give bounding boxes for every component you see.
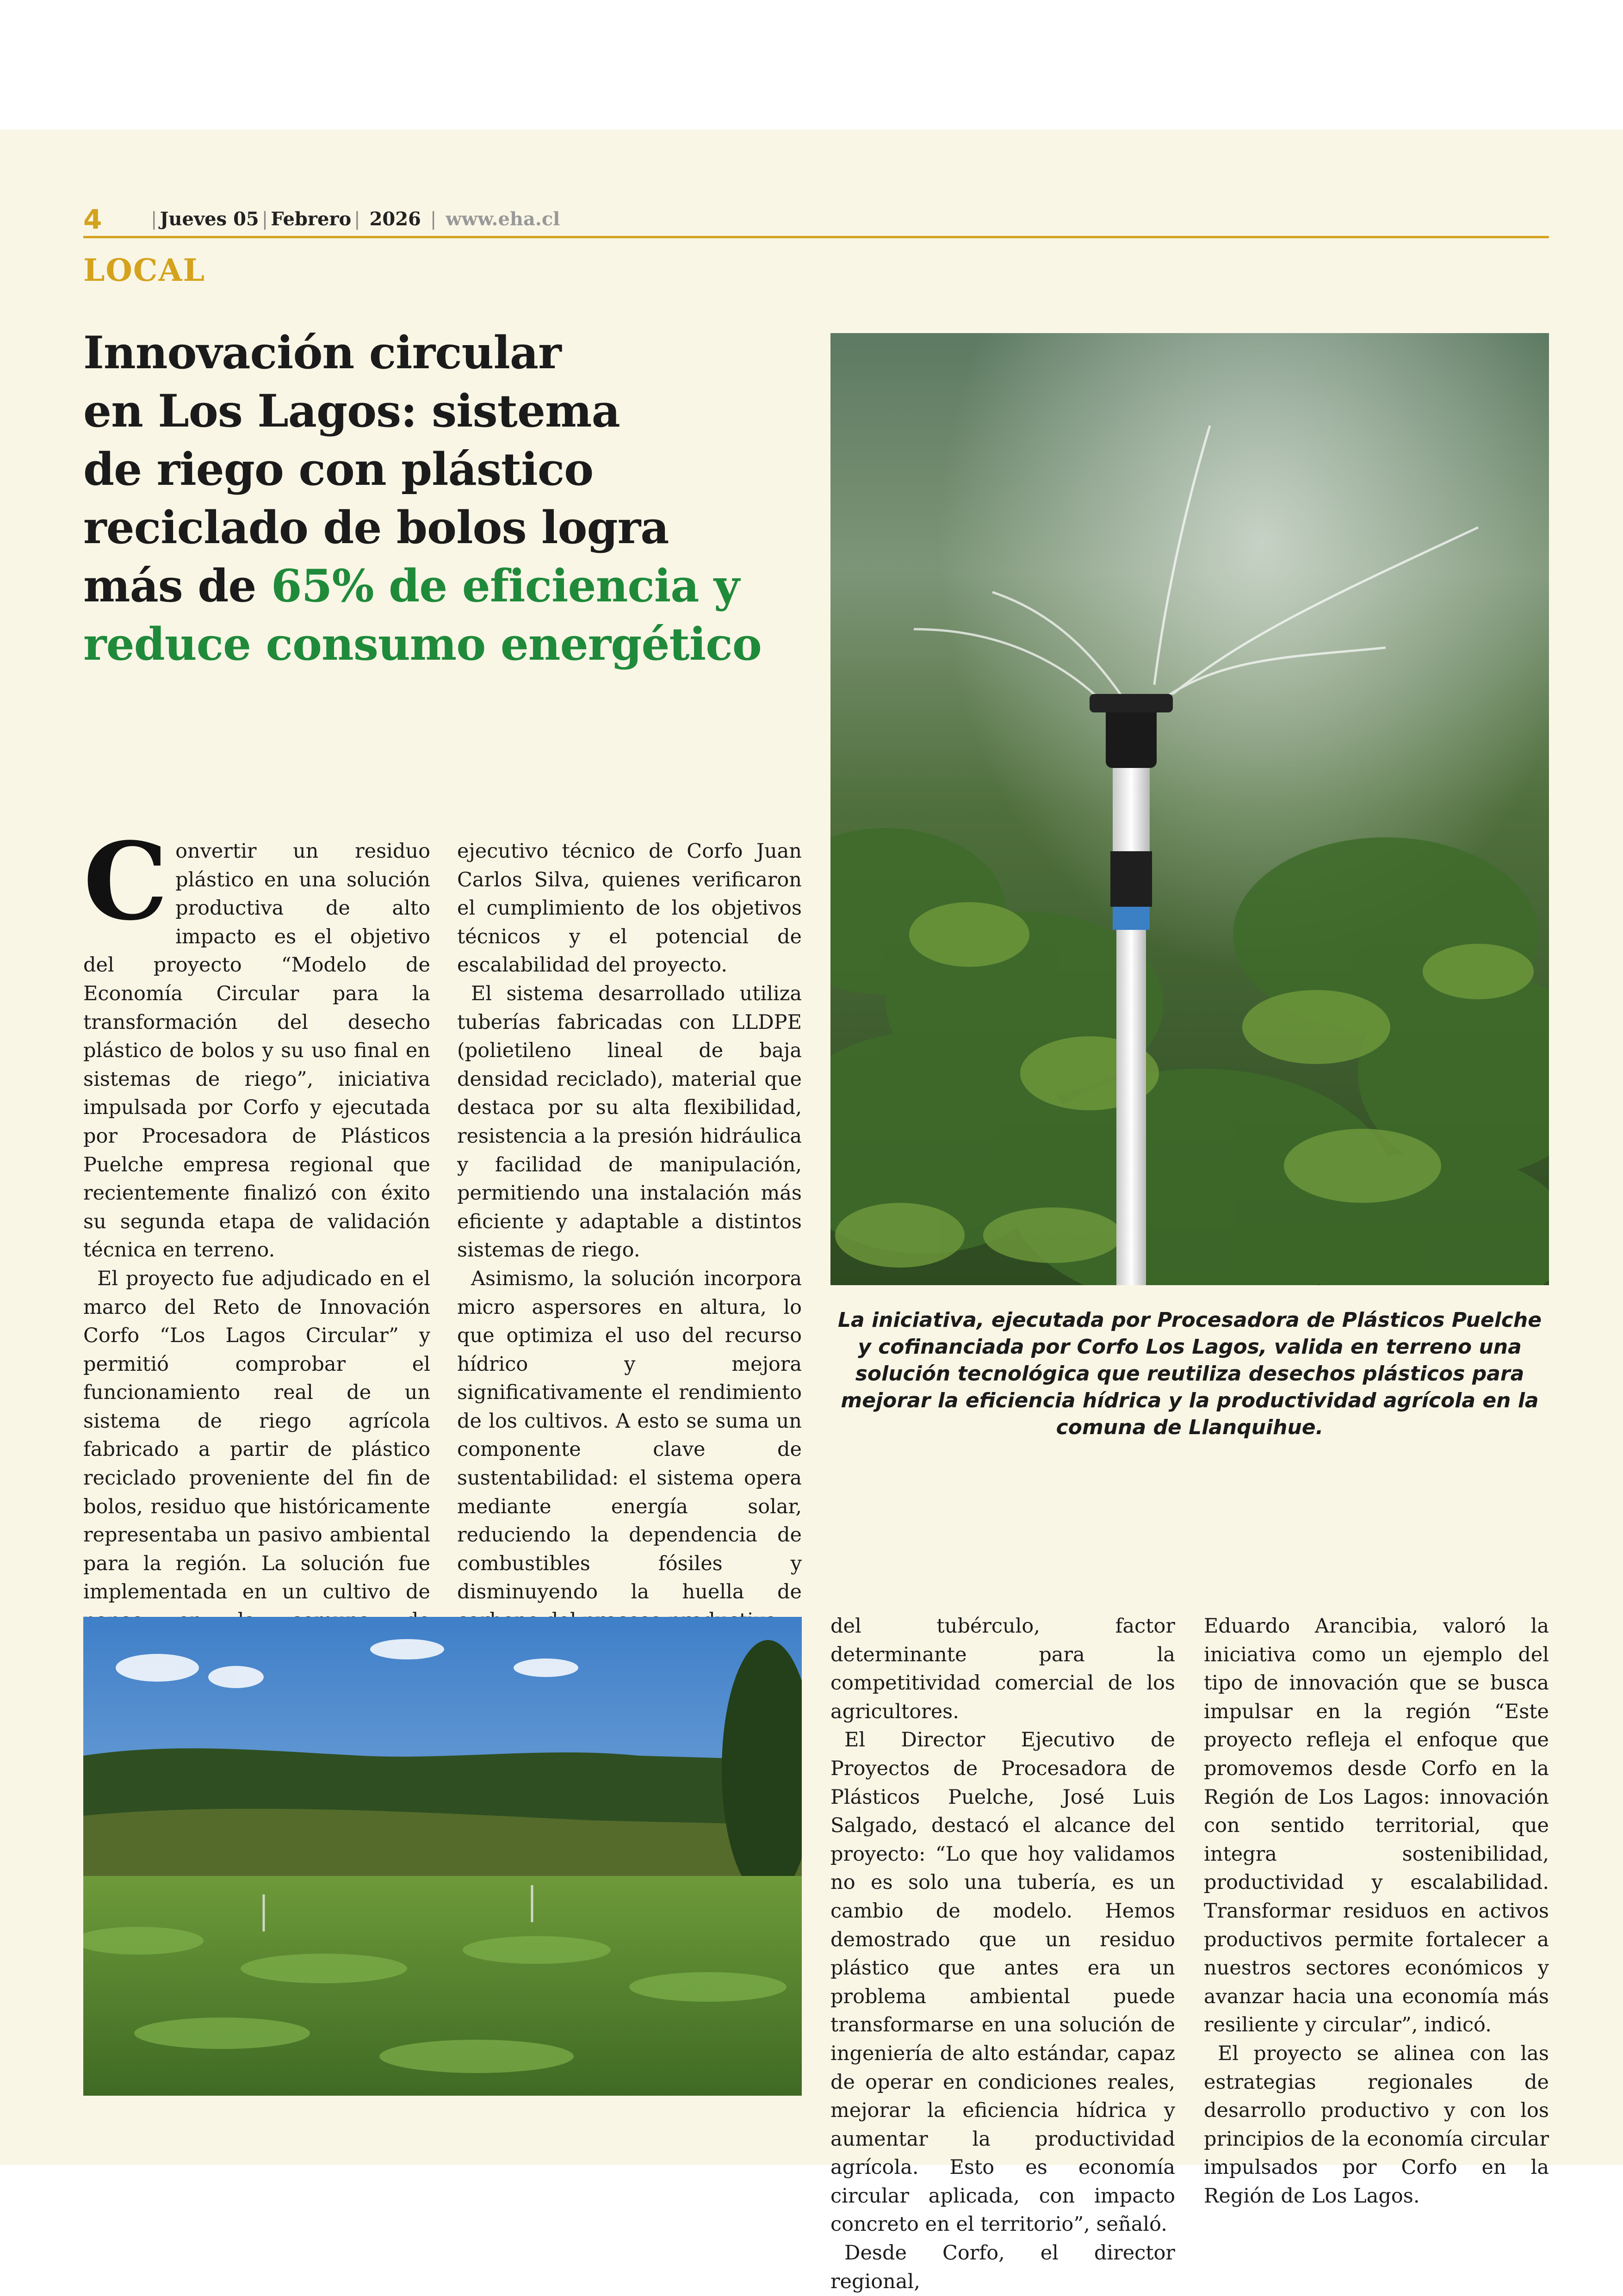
article-column-4: [1204, 1612, 1549, 2210]
header-url[interactable]: www.eha.cl: [446, 208, 560, 230]
article-paragraph: El proyecto fue adjudicado en el marco del Reto de Innovación Corfo “Los Lagos Circular” y permitió comprobar el funcionamiento real de un sistema de riego agrícola fabricado a partir de plástico reciclado proveniente del fin de bolos, residuo que históricamente representaba un pasivo ambiental para la región. La solución fue implementada en un cultivo de: [83, 1267, 430, 1604]
article-paragraph: Desde Corfo, el director regional,: [830, 2241, 1175, 2293]
field-photo: [83, 1617, 802, 2096]
header-month: Febrero: [271, 208, 352, 230]
headline-line-5: [83, 557, 833, 615]
photo-caption: La iniciativa, ejecutada por Procesadora de Plásticos Puelche y cofinanciada por Corfo Los Lagos, valida en terreno una solución tecnológica que reutiliza desechos plásticos para mejorar la eficiencia hídrica y la productividad agrícola en la comuna de Llanquihue.: [837, 1308, 1542, 1439]
header-year: 2026: [369, 208, 421, 230]
headline-line-5-black: más de: [83, 560, 271, 612]
page-number: 4: [83, 204, 102, 235]
section-label: LOCAL: [83, 252, 206, 288]
article-paragraph: El proyecto se alinea con las estrategias regionales de desarrollo productivo y con los principios de la economía circular impulsados por Corfo en la Región de Los Lagos.: [1204, 2042, 1549, 2208]
article-paragraph: El Director Ejecutivo de Proyectos de Procesadora de Plásticos Puelche, José Luis Salgado, destacó el alcance del proyecto: “Lo que hoy validamos no es solo una tubería, es un cambio de modelo. Hemos demostrado que un residuo plástico que antes era un problema ambiental puede transformarse en una solución de ingeniería de alto estándar, capaz de operar en condiciones reales, mejorar la eficiencia hídrica y aumentar la productividad agrícola. Esto es economía circular aplicada, con impacto concreto en el territorio”, señaló.: [830, 1728, 1175, 2236]
newspaper-page: [0, 130, 1623, 2293]
drop-cap: C: [83, 819, 168, 944]
article-paragraph: del tubérculo, factor determinante para la competitividad comercial de los agricultores.: [830, 1615, 1175, 1723]
header-rule: [83, 236, 1549, 238]
headline-line-6: reduce consumo energético: [83, 618, 762, 670]
headline-line-4: reciclado de bolos logra: [83, 501, 669, 554]
headline-highlight: 65% de eficiencia y: [271, 560, 739, 612]
article-paragraph: [83, 819, 430, 1265]
article-column-3: [830, 1612, 1175, 2296]
header-info: | Jueves 05 | Febrero | 2026 | www.eha.cl: [151, 208, 560, 230]
headline-line-2: en Los Lagos: sistema: [83, 385, 620, 437]
article-paragraph: ejecutivo técnico de Corfo Juan Carlos Silva, quienes verificaron el cumplimiento de los objetivos técnicos y el potencial de escalabilidad del proyecto.: [457, 840, 802, 977]
sprinkler-photo: [830, 333, 1549, 1285]
article-paragraph: Asimismo, la solución incorpora micro aspersores en altura, lo que optimiza el uso del recurso hídrico y mejora significativamente el rendimiento de los cultivos. A esto se suma un componente clave de sustentabilidad: el sistema opera mediante energía solar, reduciendo la dependencia de combustibles fósiles y disminuyendo la huella de: [457, 1267, 802, 1604]
headline: [83, 324, 833, 674]
paragraph-text: onvertir un residuo plástico en una solución productiva de alto impacto es el objetivo del proyecto “Modelo de Economía Circular para la transformación del desecho plástico de bolos y su uso final en sistemas de riego”, iniciativa impulsada por Corfo y ejecutada por Procesadora de Plásticos Puelche empresa regional que recientemente finalizó con éxito su segunda etapa de validación técnica en terreno.: [83, 840, 430, 1262]
article-paragraph: Eduardo Arancibia, valoró la iniciativa como un ejemplo del tipo de innovación que se busca impulsar en la región “Este proyecto refleja el enfoque que promovemos desde Corfo en la Región de Los Lagos: innovación con sentido territorial, que integra sostenibilidad, productividad y escalabilidad. Transformar residuos en activos productivos permite fortalecer a nuestros sectores económicos y avanzar hacia una economía más resiliente y circular”, indicó.: [1204, 1615, 1549, 2037]
headline-line-3: de riego con plástico: [83, 443, 594, 495]
headline-line-1: Innovación circular: [83, 327, 561, 379]
header-day: Jueves 05: [160, 208, 259, 230]
article-paragraph: El sistema desarrollado utiliza tuberías fabricadas con LLDPE (polietileno lineal de baja densidad reciclado), material que destaca por su alta flexibilidad, resistencia a la presión hidráulica y facilidad de manipulación, permitiendo una instalación más eficiente y adaptable a distintos sistemas de riego.: [457, 982, 802, 1262]
